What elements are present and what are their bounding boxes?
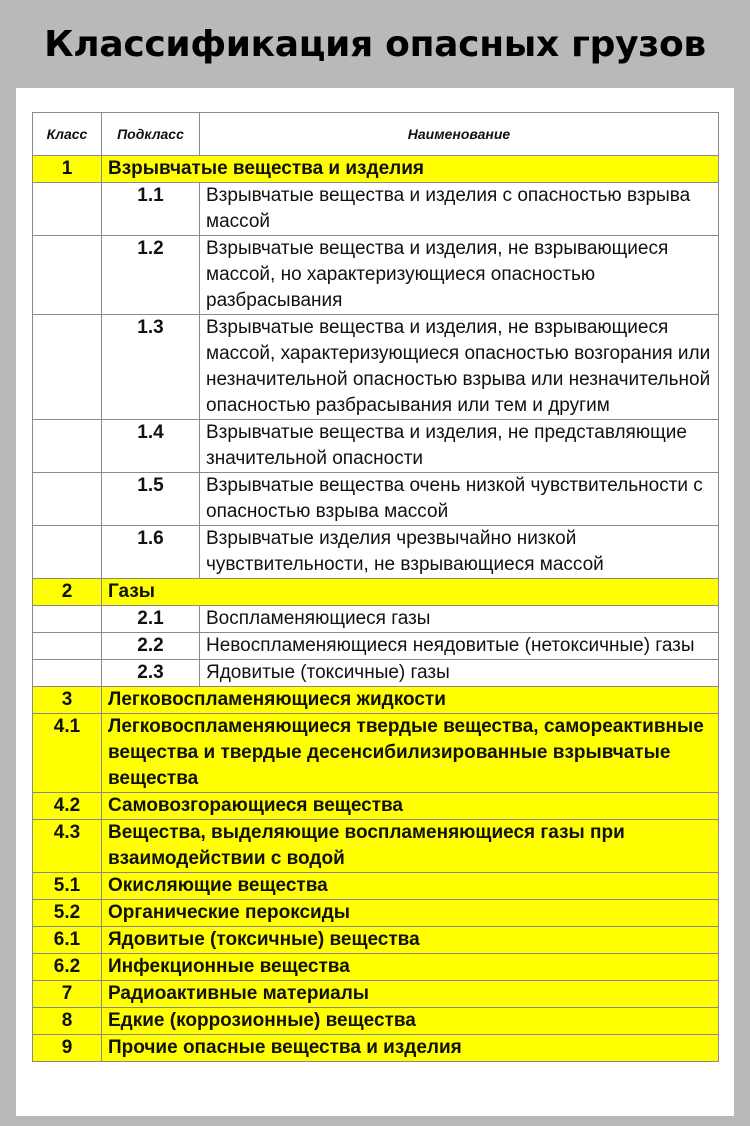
class-row	[33, 793, 719, 820]
class-cell: 9	[33, 1035, 102, 1062]
class-cell: 6.1	[33, 927, 102, 954]
table-body	[33, 156, 719, 1062]
class-cell	[33, 633, 102, 660]
subclass-row	[33, 606, 719, 633]
name-cell: Радиоактивные материалы	[102, 981, 719, 1008]
class-cell	[33, 606, 102, 633]
class-cell	[33, 420, 102, 473]
name-cell: Взрывчатые вещества очень низкой чувствительности с опасностью взрыва массой	[200, 473, 719, 526]
class-row	[33, 156, 719, 183]
class-cell: 5.2	[33, 900, 102, 927]
class-cell: 8	[33, 1008, 102, 1035]
name-cell: Едкие (коррозионные) вещества	[102, 1008, 719, 1035]
class-cell	[33, 236, 102, 315]
class-cell	[33, 473, 102, 526]
class-cell: 4.1	[33, 714, 102, 793]
class-cell	[33, 183, 102, 236]
classification-table	[32, 112, 719, 1062]
name-cell: Окисляющие вещества	[102, 873, 719, 900]
name-cell: Ядовитые (токсичные) газы	[200, 660, 719, 687]
subclass-cell: 2.1	[102, 606, 200, 633]
subclass-row	[33, 473, 719, 526]
subclass-row	[33, 183, 719, 236]
subclass-row	[33, 315, 719, 420]
subclass-row	[33, 660, 719, 687]
class-row	[33, 981, 719, 1008]
subclass-cell: 2.3	[102, 660, 200, 687]
name-cell: Самовозгорающиеся вещества	[102, 793, 719, 820]
header-class: Класс	[33, 113, 102, 156]
class-row	[33, 1008, 719, 1035]
class-row	[33, 954, 719, 981]
subclass-cell: 2.2	[102, 633, 200, 660]
class-row	[33, 873, 719, 900]
name-cell: Органические пероксиды	[102, 900, 719, 927]
table-header-row	[33, 113, 719, 156]
name-cell: Воспламеняющиеся газы	[200, 606, 719, 633]
class-row	[33, 714, 719, 793]
class-cell	[33, 526, 102, 579]
class-cell: 1	[33, 156, 102, 183]
name-cell: Взрывчатые вещества и изделия	[102, 156, 719, 183]
name-cell: Взрывчатые изделия чрезвычайно низкой чувствительности, не взрывающиеся массой	[200, 526, 719, 579]
subclass-cell: 1.6	[102, 526, 200, 579]
classification-sheet	[16, 88, 734, 1116]
name-cell: Ядовитые (токсичные) вещества	[102, 927, 719, 954]
subclass-cell: 1.5	[102, 473, 200, 526]
subclass-row	[33, 420, 719, 473]
class-cell: 5.1	[33, 873, 102, 900]
class-row	[33, 1035, 719, 1062]
name-cell: Легковоспламеняющиеся твердые вещества, самореактивные вещества и твердые десенсибилизированные взрывчатые вещества	[102, 714, 719, 793]
name-cell: Взрывчатые вещества и изделия, не представляющие значительной опасности	[200, 420, 719, 473]
class-row	[33, 927, 719, 954]
subclass-cell: 1.4	[102, 420, 200, 473]
header-subclass: Подкласс	[102, 113, 200, 156]
subclass-cell: 1.1	[102, 183, 200, 236]
name-cell: Взрывчатые вещества и изделия с опасностью взрыва массой	[200, 183, 719, 236]
class-cell	[33, 660, 102, 687]
name-cell: Невоспламеняющиеся неядовитые (нетоксичные) газы	[200, 633, 719, 660]
name-cell: Инфекционные вещества	[102, 954, 719, 981]
class-cell: 4.3	[33, 820, 102, 873]
name-cell: Взрывчатые вещества и изделия, не взрывающиеся массой, но характеризующиеся опасностью разбрасывания	[200, 236, 719, 315]
class-row	[33, 820, 719, 873]
class-cell	[33, 315, 102, 420]
name-cell: Легковоспламеняющиеся жидкости	[102, 687, 719, 714]
class-cell: 2	[33, 579, 102, 606]
subclass-row	[33, 633, 719, 660]
class-row	[33, 579, 719, 606]
class-cell: 6.2	[33, 954, 102, 981]
class-row	[33, 900, 719, 927]
page-title: Классификация опасных грузов	[44, 24, 706, 65]
class-cell: 3	[33, 687, 102, 714]
class-cell: 4.2	[33, 793, 102, 820]
header-name: Наименование	[200, 113, 719, 156]
class-cell: 7	[33, 981, 102, 1008]
name-cell: Газы	[102, 579, 719, 606]
name-cell: Взрывчатые вещества и изделия, не взрывающиеся массой, характеризующиеся опасностью возгорания или незначительной опасностью взрыва или незначительной опасностью разбрасывания или тем и другим	[200, 315, 719, 420]
subclass-cell: 1.3	[102, 315, 200, 420]
name-cell: Вещества, выделяющие воспламеняющиеся газы при взаимодействии с водой	[102, 820, 719, 873]
subclass-row	[33, 526, 719, 579]
subclass-cell: 1.2	[102, 236, 200, 315]
name-cell: Прочие опасные вещества и изделия	[102, 1035, 719, 1062]
subclass-row	[33, 236, 719, 315]
class-row	[33, 687, 719, 714]
